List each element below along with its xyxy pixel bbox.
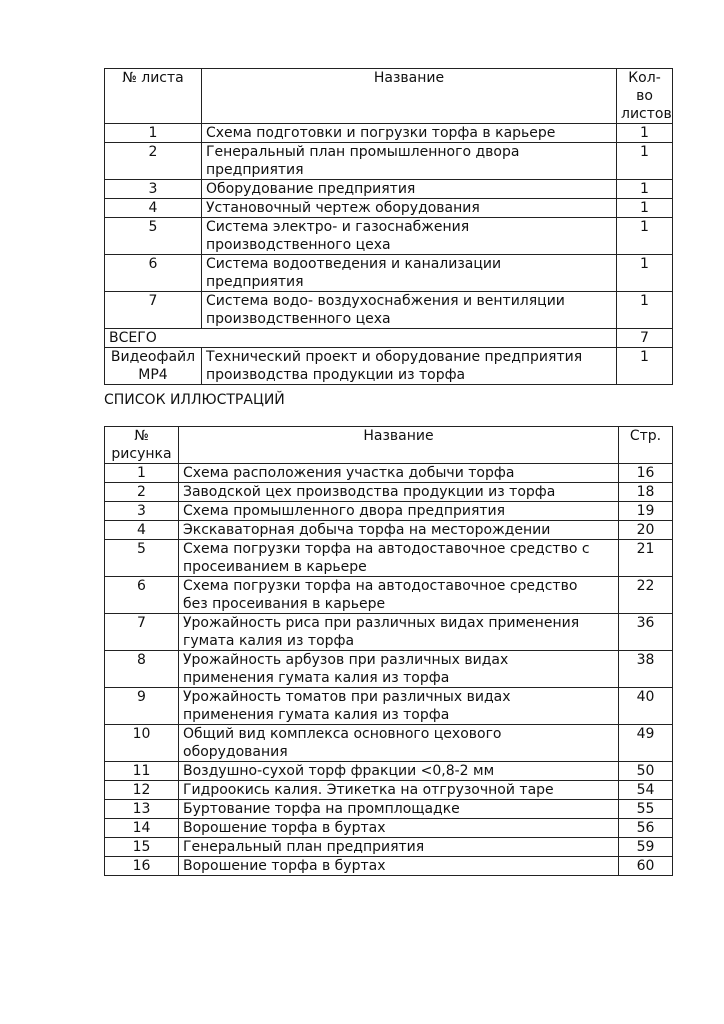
- figure-num: 7: [105, 614, 179, 651]
- sheet-row: [105, 292, 673, 329]
- sheet-name: Установочный чертеж оборудования: [202, 199, 617, 218]
- illustration-row: [105, 464, 673, 483]
- figure-num: 3: [105, 502, 179, 521]
- sheet-row: [105, 180, 673, 199]
- sheet-name: Схема подготовки и погрузки торфа в карьере: [202, 124, 617, 143]
- figure-name: Схема погрузки торфа на автодоставочное средство без просеивания в карьере: [179, 577, 619, 614]
- figure-page: 55: [619, 800, 673, 819]
- header-name: Название: [202, 69, 617, 124]
- sheet-count: 1: [617, 124, 673, 143]
- figure-num: 13: [105, 800, 179, 819]
- sheet-num: 6: [105, 255, 202, 292]
- figure-name: Буртование торфа на промплощадке: [179, 800, 619, 819]
- header-page: Стр.: [619, 427, 673, 464]
- video-count: 1: [617, 348, 673, 385]
- sheet-count: 1: [617, 199, 673, 218]
- illustration-row: [105, 838, 673, 857]
- sheet-count: 1: [617, 255, 673, 292]
- illustration-row: [105, 762, 673, 781]
- figure-name: Общий вид комплекса основного цехового оборудования: [179, 725, 619, 762]
- header-num: № листа: [105, 69, 202, 124]
- sheet-row: [105, 218, 673, 255]
- illustration-row: [105, 688, 673, 725]
- sheet-count: 1: [617, 292, 673, 329]
- sheets-header-row: [105, 69, 673, 124]
- sheet-count: 1: [617, 218, 673, 255]
- figure-num: 14: [105, 819, 179, 838]
- figure-page: 38: [619, 651, 673, 688]
- illustration-row: [105, 819, 673, 838]
- figure-num: 16: [105, 857, 179, 876]
- figure-name: Урожайность томатов при различных видах применения гумата калия из торфа: [179, 688, 619, 725]
- figure-page: 21: [619, 540, 673, 577]
- illustrations-header-row: [105, 427, 673, 464]
- figure-num: 1: [105, 464, 179, 483]
- figure-num: 6: [105, 577, 179, 614]
- figure-num: 4: [105, 521, 179, 540]
- figure-name: Ворошение торфа в буртах: [179, 857, 619, 876]
- figure-num: 9: [105, 688, 179, 725]
- illustration-row: [105, 614, 673, 651]
- figure-name: Схема расположения участка добычи торфа: [179, 464, 619, 483]
- illustration-row: [105, 800, 673, 819]
- illustration-row: [105, 781, 673, 800]
- figure-num: 12: [105, 781, 179, 800]
- figure-page: 56: [619, 819, 673, 838]
- figure-name: Экскаваторная добыча торфа на месторождении: [179, 521, 619, 540]
- sheet-count: 1: [617, 143, 673, 180]
- sheet-num: 4: [105, 199, 202, 218]
- sheet-num: 5: [105, 218, 202, 255]
- sheets-total-row: [105, 329, 673, 348]
- sheets-video-row: [105, 348, 673, 385]
- figure-num: 10: [105, 725, 179, 762]
- header-fig-name: Название: [179, 427, 619, 464]
- figure-page: 18: [619, 483, 673, 502]
- video-name: Технический проект и оборудование предприятия производства продукции из торфа: [202, 348, 617, 385]
- sheet-num: 2: [105, 143, 202, 180]
- figure-name: Гидроокись калия. Этикетка на отгрузочной таре: [179, 781, 619, 800]
- figure-name: Ворошение торфа в буртах: [179, 819, 619, 838]
- figure-num: 5: [105, 540, 179, 577]
- figure-num: 11: [105, 762, 179, 781]
- sheet-num: 7: [105, 292, 202, 329]
- sheet-row: [105, 255, 673, 292]
- header-count: Кол- во листов: [617, 69, 673, 124]
- sheet-row: [105, 199, 673, 218]
- figure-page: 54: [619, 781, 673, 800]
- illustration-row: [105, 725, 673, 762]
- figure-page: 36: [619, 614, 673, 651]
- sheet-name: Генеральный план промышленного двора предприятия: [202, 143, 617, 180]
- figure-name: Заводской цех производства продукции из торфа: [179, 483, 619, 502]
- header-fig-num: № рисунка: [105, 427, 179, 464]
- illustration-row: [105, 857, 673, 876]
- figure-name: Воздушно-сухой торф фракции <0,8-2 мм: [179, 762, 619, 781]
- sheets-table: [104, 68, 673, 385]
- figure-page: 16: [619, 464, 673, 483]
- sheet-num: 1: [105, 124, 202, 143]
- figure-num: 8: [105, 651, 179, 688]
- illustrations-title: СПИСОК ИЛЛЮСТРАЦИЙ: [104, 392, 285, 408]
- illustration-row: [105, 577, 673, 614]
- figure-name: Урожайность риса при различных видах применения гумата калия из торфа: [179, 614, 619, 651]
- figure-num: 2: [105, 483, 179, 502]
- illustration-row: [105, 502, 673, 521]
- total-label: ВСЕГО: [105, 329, 617, 348]
- figure-page: 50: [619, 762, 673, 781]
- figure-num: 15: [105, 838, 179, 857]
- figure-name: Схема промышленного двора предприятия: [179, 502, 619, 521]
- figure-page: 60: [619, 857, 673, 876]
- figure-name: Генеральный план предприятия: [179, 838, 619, 857]
- sheet-name: Система водо- воздухоснабжения и вентиляции производственного цеха: [202, 292, 617, 329]
- illustration-row: [105, 540, 673, 577]
- sheet-row: [105, 143, 673, 180]
- figure-name: Урожайность арбузов при различных видах применения гумата калия из торфа: [179, 651, 619, 688]
- figure-page: 20: [619, 521, 673, 540]
- illustrations-table: [104, 426, 673, 876]
- sheet-name: Оборудование предприятия: [202, 180, 617, 199]
- illustration-row: [105, 651, 673, 688]
- sheet-num: 3: [105, 180, 202, 199]
- figure-page: 19: [619, 502, 673, 521]
- sheet-row: [105, 124, 673, 143]
- total-count: 7: [617, 329, 673, 348]
- figure-name: Схема погрузки торфа на автодоставочное средство с просеиванием в карьере: [179, 540, 619, 577]
- illustration-row: [105, 483, 673, 502]
- illustration-row: [105, 521, 673, 540]
- sheet-name: Система электро- и газоснабжения производственного цеха: [202, 218, 617, 255]
- figure-page: 59: [619, 838, 673, 857]
- sheet-name: Система водоотведения и канализации предприятия: [202, 255, 617, 292]
- figure-page: 49: [619, 725, 673, 762]
- video-num: Видеофайл MP4: [105, 348, 202, 385]
- figure-page: 40: [619, 688, 673, 725]
- figure-page: 22: [619, 577, 673, 614]
- sheet-count: 1: [617, 180, 673, 199]
